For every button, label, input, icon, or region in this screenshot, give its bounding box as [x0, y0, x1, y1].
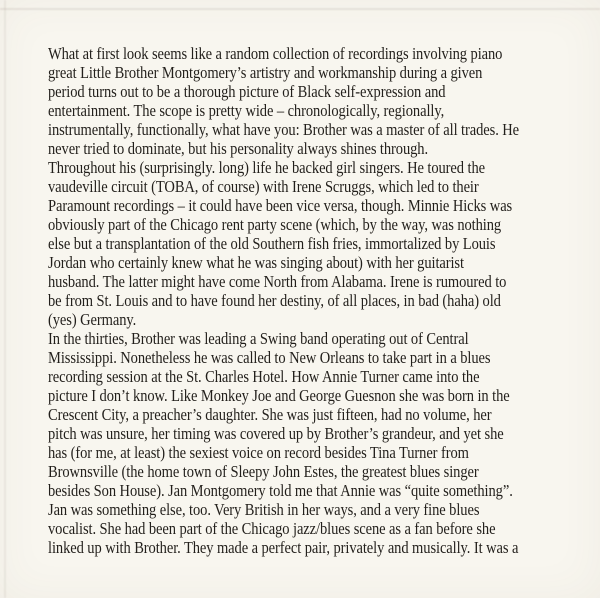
text-line: (yes) Germany.: [48, 310, 137, 329]
text-line: In the thirties, Brother was leading a Swing band operating out of Central: [48, 329, 469, 348]
text-line: picture I don’t know. Like Monkey Joe and George Guesnon she was born in the: [48, 386, 510, 405]
text-line: Brownsville (the home town of Sleepy John Estes, the greatest blues singer: [48, 462, 479, 481]
scan-artifact-left-line: [4, 0, 6, 598]
text-line: vocalist. She had been part of the Chicago jazz/blues scene as a fan before she: [48, 519, 496, 538]
text-line: linked up with Brother. They made a perfect pair, privately and musically. It was a: [48, 538, 519, 557]
text-line: Paramount recordings – it could have been vice versa, though. Minnie Hicks was: [48, 196, 513, 215]
text-line: Jordan who certainly knew what he was singing about) with her guitarist: [48, 253, 464, 272]
text-line: Crescent City, a preacher’s daughter. She was just fifteen, had no volume, her: [48, 405, 492, 424]
text-line: instrumentally, functionally, what have you: Brother was a master of all trades. He: [48, 120, 520, 139]
text-line: never tried to dominate, but his personality always shines through.: [48, 139, 429, 158]
text-line: entertainment. The scope is pretty wide – chronologically, regionally,: [48, 101, 445, 120]
text-line: vaudeville circuit (TOBA, of course) with Irene Scruggs, which led to their: [48, 177, 479, 196]
scan-artifact-top-line: [0, 8, 600, 10]
text-line: else but a transplantation of the old Southern fish fries, immortalized by Louis: [48, 234, 496, 253]
text-line: period turns out to be a thorough picture of Black self-expression and: [48, 82, 446, 101]
text-line: What at first look seems like a random collection of recordings involving piano: [48, 44, 503, 63]
text-line: has (for me, at least) the sexiest voice on record besides Tina Turner from: [48, 443, 469, 462]
text-line: Mississippi. Nonetheless he was called to New Orleans to take part in a blues: [48, 348, 491, 367]
text-line: Jan was something else, too. Very British in her ways, and a very fine blues: [48, 500, 480, 519]
text-line: besides Son House). Jan Montgomery told me that Annie was “quite something”.: [48, 481, 513, 500]
liner-notes-text-block: [48, 44, 519, 557]
text-line: great Little Brother Montgomery’s artistry and workmanship during a given: [48, 63, 483, 82]
text-line: Throughout his (surprisingly. long) life he backed girl singers. He toured the: [48, 158, 485, 177]
text-line: pitch was unsure, her timing was covered up by Brother’s grandeur, and yet she: [48, 424, 504, 443]
text-line: obviously part of the Chicago rent party scene (which, by the way, was nothing: [48, 215, 502, 234]
text-line: husband. The latter might have come North from Alabama. Irene is rumoured to: [48, 272, 507, 291]
text-line: be from St. Louis and to have found her destiny, of all places, in bad (haha) old: [48, 291, 501, 310]
text-line: recording session at the St. Charles Hotel. How Annie Turner came into the: [48, 367, 480, 386]
